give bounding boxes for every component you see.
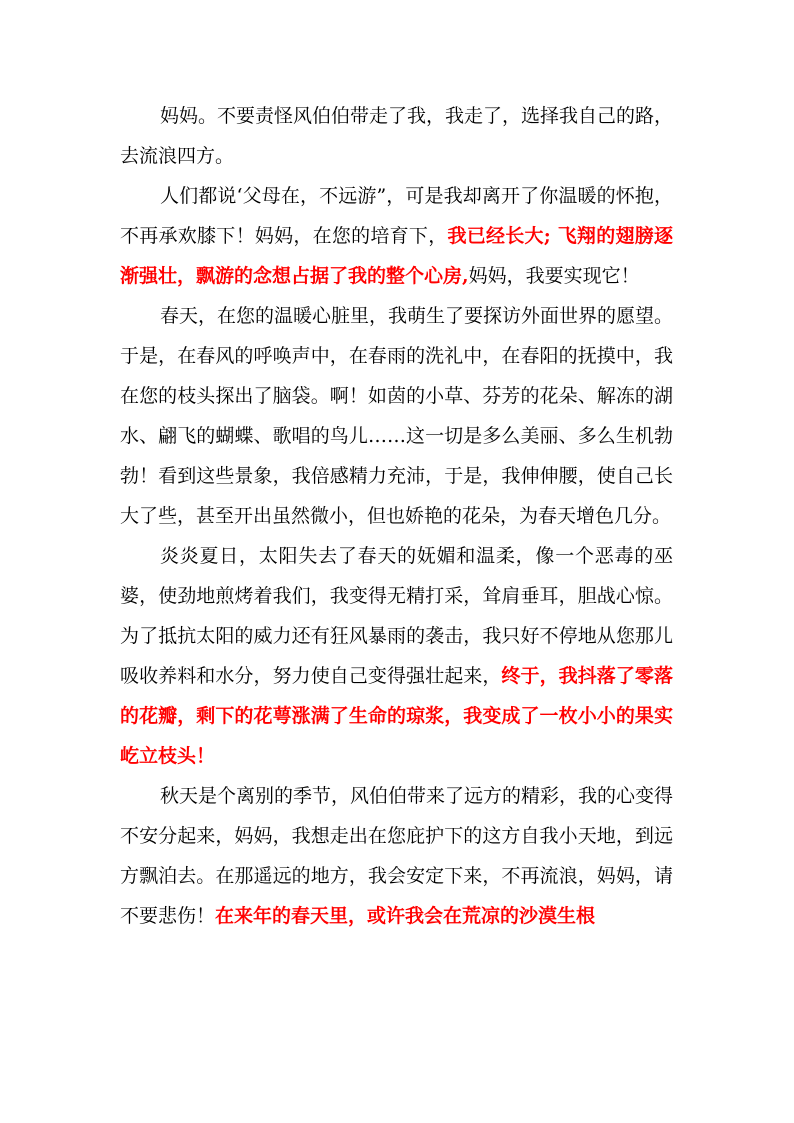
paragraph-text: 炎炎夏日，太阳失去了春天的妩媚和温柔，像一个恶毒的巫婆，使劲地煎烤着我们，我变得无精打采，耸肩垂耳，胆战心惊。为了抵抗太阳的威力还有狂风暴雨的袭击，我只好不停地从您那儿吸收养料和水分，努力使自己变得强壮起来， [120, 545, 673, 687]
paragraph-3 [120, 296, 673, 536]
paragraph-4 [120, 536, 673, 776]
highlighted-text: 终于，我抖落了零落的花瓣，剩下的花萼涨满了生命的琼浆，我变成了一枚小小的果实屹立枝头！ [120, 665, 673, 767]
paragraph-2 [120, 176, 673, 296]
highlighted-text: 我已经长大; 飞翔的翅膀逐渐强壮，飘游的念想占据了我的整个心房, [120, 225, 673, 287]
paragraph-text: 秋天是个离别的季节，风伯伯带来了远方的精彩，我的心变得不安分起来，妈妈，我想走出在您庇护下的这方自我小天地，到远方飘泊去。在那遥远的地方，我会安定下来，不再流浪，妈妈，请不要悲伤！ [120, 785, 674, 927]
highlighted-text: 在来年的春天里，或许我会在荒凉的沙漠生根 [215, 905, 596, 927]
document-body [120, 96, 673, 936]
paragraph-5 [120, 776, 673, 936]
paragraph-text: 妈妈。不要责怪风伯伯带走了我，我走了，选择我自己的路，去流浪四方。 [120, 105, 674, 167]
paragraph-text: 妈妈，我要实现它！ [468, 265, 640, 287]
paragraph-text: 春天，在您的温暖心脏里，我萌生了要探访外面世界的愿望。于是，在春风的呼唤声中，在春雨的洗礼中，在春阳的抚摸中，我在您的枝头探出了脑袋。啊！如茵的小草、芬芳的花朵、解冻的湖水、翩飞的蝴蝶、歌唱的鸟儿……这一切是多么美丽、多么生机勃勃！看到这些景象，我倍感精力充沛，于是，我伸伸腰，使自己长大了些，甚至开出虽然微小，但也娇艳的花朵，为春天增色几分。 [120, 305, 674, 527]
paragraph-text: 人们都说‘父母在，不远游”，可是我却离开了你温暖的怀抱，不再承欢膝下！妈妈，在您的培育下， [120, 185, 673, 247]
paragraph-1 [120, 96, 673, 176]
